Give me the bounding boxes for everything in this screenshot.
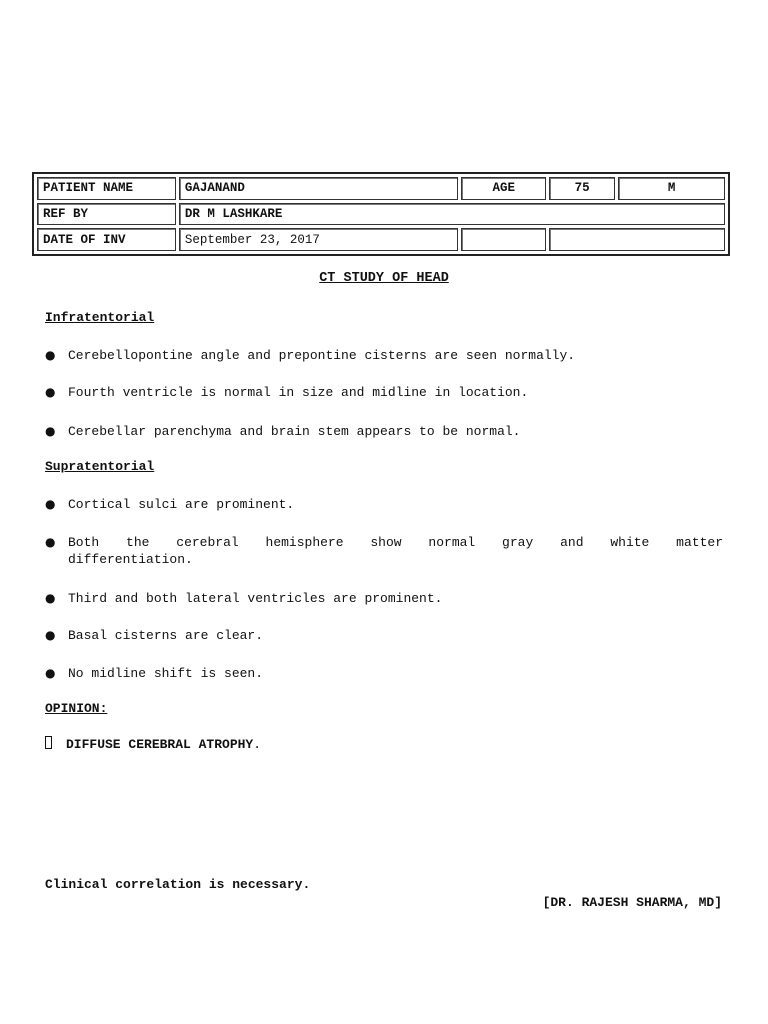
checkbox-icon — [45, 736, 52, 749]
date-of-inv-value: September 23, 2017 — [179, 228, 459, 251]
list-item — [45, 534, 723, 568]
bullet-icon: ● — [45, 385, 56, 399]
list-item — [45, 496, 723, 513]
bullet-icon: ● — [45, 497, 56, 511]
list-item-text: Fourth ventricle is normal in size and midline in location. — [68, 385, 529, 400]
list-item-line: Both the cerebral hemisphere show normal gray and white matter — [68, 535, 723, 550]
infratentorial-heading: Infratentorial — [45, 310, 155, 325]
list-item-text: Third and both lateral ventricles are prominent. — [68, 591, 443, 606]
list-item — [45, 665, 723, 682]
signature: [DR. RAJESH SHARMA, MD] — [542, 895, 722, 910]
list-item — [45, 627, 723, 644]
date-of-inv-row — [37, 228, 725, 251]
list-item-text: Cortical sulci are prominent. — [68, 497, 295, 512]
opinion-period: . — [253, 737, 262, 752]
empty-cell — [549, 228, 725, 251]
age-label: AGE — [461, 177, 546, 200]
list-item — [45, 384, 723, 401]
ref-by-row — [37, 203, 725, 226]
patient-name-label: PATIENT NAME — [37, 177, 176, 200]
bullet-icon: ● — [45, 535, 56, 549]
bullet-icon: ● — [45, 348, 56, 362]
bullet-icon: ● — [45, 666, 56, 680]
empty-cell — [461, 228, 546, 251]
patient-info-table — [32, 172, 730, 256]
list-item-line: differentiation. — [68, 552, 193, 567]
report-title: CT STUDY OF HEAD — [319, 271, 449, 286]
sex-value: M — [618, 177, 725, 200]
opinion-text: DIFFUSE CEREBRAL ATROPHY — [66, 737, 254, 752]
ref-by-label: REF BY — [37, 203, 176, 226]
age-value: 75 — [549, 177, 615, 200]
opinion-item — [45, 736, 261, 752]
ref-by-value: DR M LASHKARE — [179, 203, 725, 226]
list-item-text: Cerebellopontine angle and prepontine cisterns are seen normally. — [68, 348, 576, 363]
date-of-inv-label: DATE OF INV — [37, 228, 176, 251]
list-item-text: Cerebellar parenchyma and brain stem appears to be normal. — [68, 424, 521, 439]
patient-name-value: GAJANAND — [179, 177, 459, 200]
bullet-icon: ● — [45, 591, 56, 605]
opinion-heading: OPINION: — [45, 701, 108, 716]
list-item-text — [68, 534, 723, 568]
bullet-icon: ● — [45, 424, 56, 438]
list-item-text: No midline shift is seen. — [68, 666, 264, 681]
list-item-text: Basal cisterns are clear. — [68, 628, 264, 643]
supratentorial-heading: Supratentorial — [45, 459, 155, 474]
list-item — [45, 590, 723, 607]
list-item — [45, 423, 723, 440]
bullet-icon: ● — [45, 628, 56, 642]
patient-name-row — [37, 177, 725, 200]
list-item — [45, 347, 723, 364]
clinical-correlation-note: Clinical correlation is necessary. — [45, 877, 311, 892]
